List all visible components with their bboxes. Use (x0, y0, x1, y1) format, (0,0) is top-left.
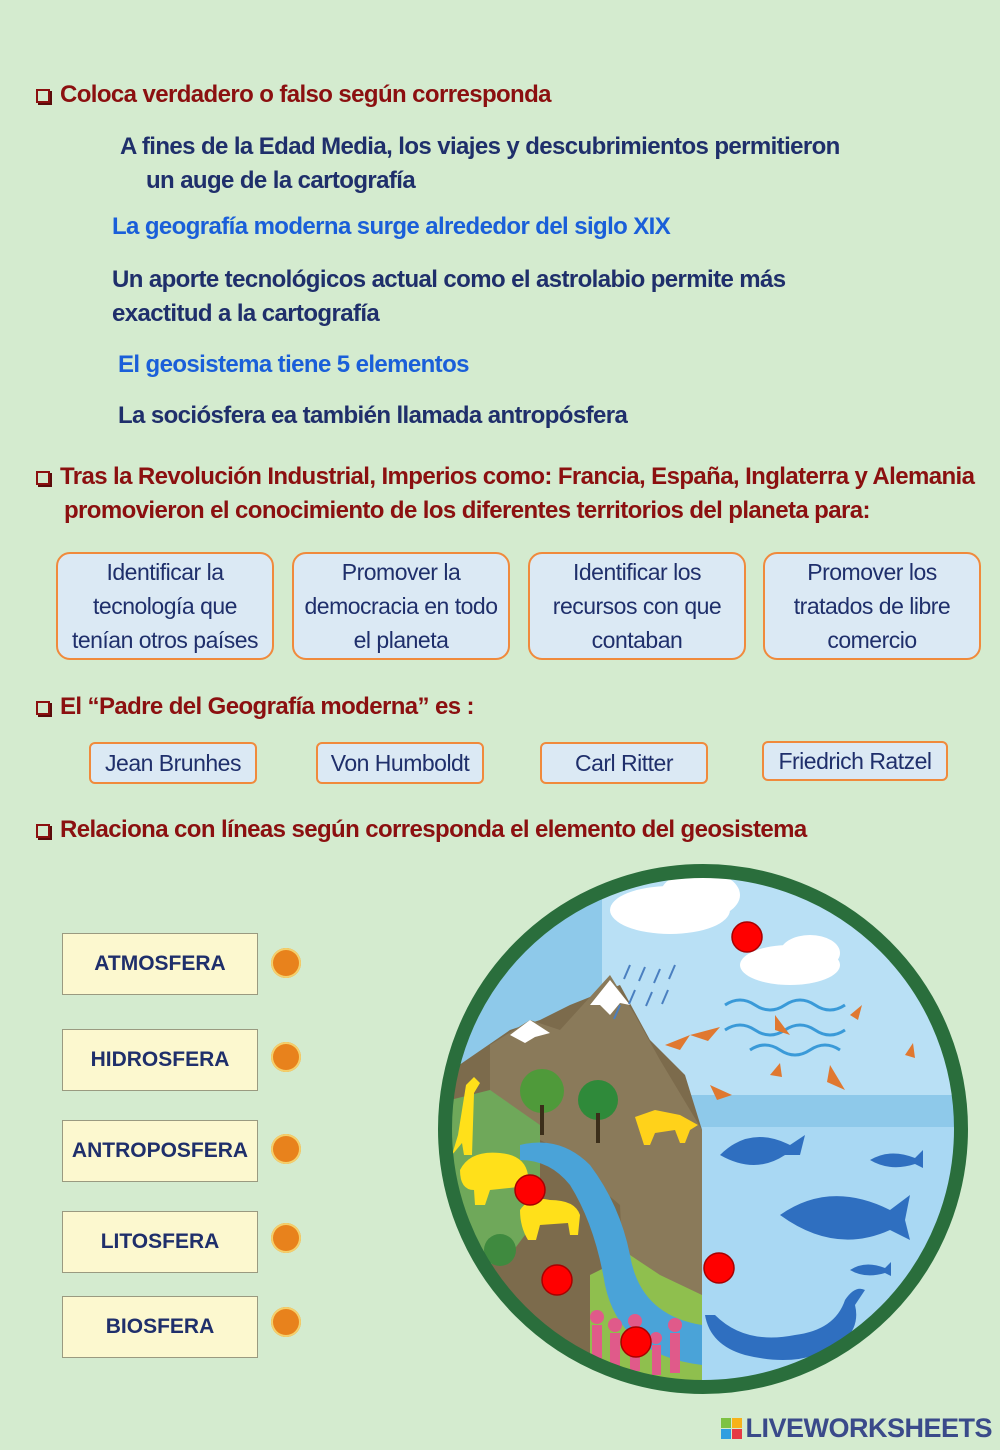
question-1-title: Coloca verdadero o falso según corresponda (36, 78, 551, 112)
label-antroposfera: ANTROPOSFERA (62, 1120, 258, 1182)
target-point-sky (732, 922, 762, 952)
geosystem-illustration (430, 855, 976, 1403)
liveworksheets-logo: LIVEWORKSHEETS (721, 1413, 992, 1444)
statement-5[interactable]: La sociósfera ea también llamada antropósfera (118, 402, 628, 429)
statement-1[interactable]: A fines de la Edad Media, los viajes y descubrimientos permitieron un auge de la cartografía (120, 133, 840, 194)
checkbox-bullet-icon (36, 89, 50, 103)
q3-option-ratzel[interactable]: Friedrich Ratzel (762, 741, 948, 781)
target-point-fauna (515, 1175, 545, 1205)
q2-option-2[interactable]: Promover la democracia en todo el planeta (292, 552, 510, 660)
match-dot-biosfera[interactable] (271, 1307, 301, 1337)
q3-option-ritter[interactable]: Carl Ritter (540, 742, 708, 784)
label-atmosfera: ATMOSFERA (62, 933, 258, 995)
match-dot-antroposfera[interactable] (271, 1134, 301, 1164)
q2-option-1[interactable]: Identificar la tecnología que tenían otros países (56, 552, 274, 660)
target-point-land (542, 1265, 572, 1295)
label-litosfera: LITOSFERA (62, 1211, 258, 1273)
match-dot-atmosfera[interactable] (271, 948, 301, 978)
label-biosfera: BIOSFERA (62, 1296, 258, 1358)
match-dot-litosfera[interactable] (271, 1223, 301, 1253)
statement-4[interactable]: El geosistema tiene 5 elementos (118, 351, 469, 378)
statement-2[interactable]: La geografía moderna surge alrededor del siglo XIX (112, 213, 671, 240)
question-2-title: Tras la Revolución Industrial, Imperios como: Francia, España, Inglaterra y Alemania promovieron el conocimiento de los diferentes territorios del planeta para: (36, 460, 974, 528)
checkbox-bullet-icon (36, 824, 50, 838)
statement-3[interactable]: Un aporte tecnológicos actual como el astrolabio permite más exactitud a la cartografía (112, 266, 786, 327)
label-hidrosfera: HIDROSFERA (62, 1029, 258, 1091)
ocean-region (702, 1127, 976, 1403)
target-point-people (621, 1327, 651, 1357)
checkbox-bullet-icon (36, 701, 50, 715)
question-4-title: Relaciona con líneas según corresponda el elemento del geosistema (36, 813, 807, 847)
q3-option-humboldt[interactable]: Von Humboldt (316, 742, 484, 784)
liveworksheets-logo-icon (721, 1418, 742, 1439)
match-dot-hidrosfera[interactable] (271, 1042, 301, 1072)
checkbox-bullet-icon (36, 471, 50, 485)
target-point-ocean (704, 1253, 734, 1283)
q2-option-3[interactable]: Identificar los recursos con que contaban (528, 552, 746, 660)
question-3-title: El “Padre del Geografía moderna” es : (36, 690, 474, 724)
q3-option-brunhes[interactable]: Jean Brunhes (89, 742, 257, 784)
q2-option-4[interactable]: Promover los tratados de libre comercio (763, 552, 981, 660)
